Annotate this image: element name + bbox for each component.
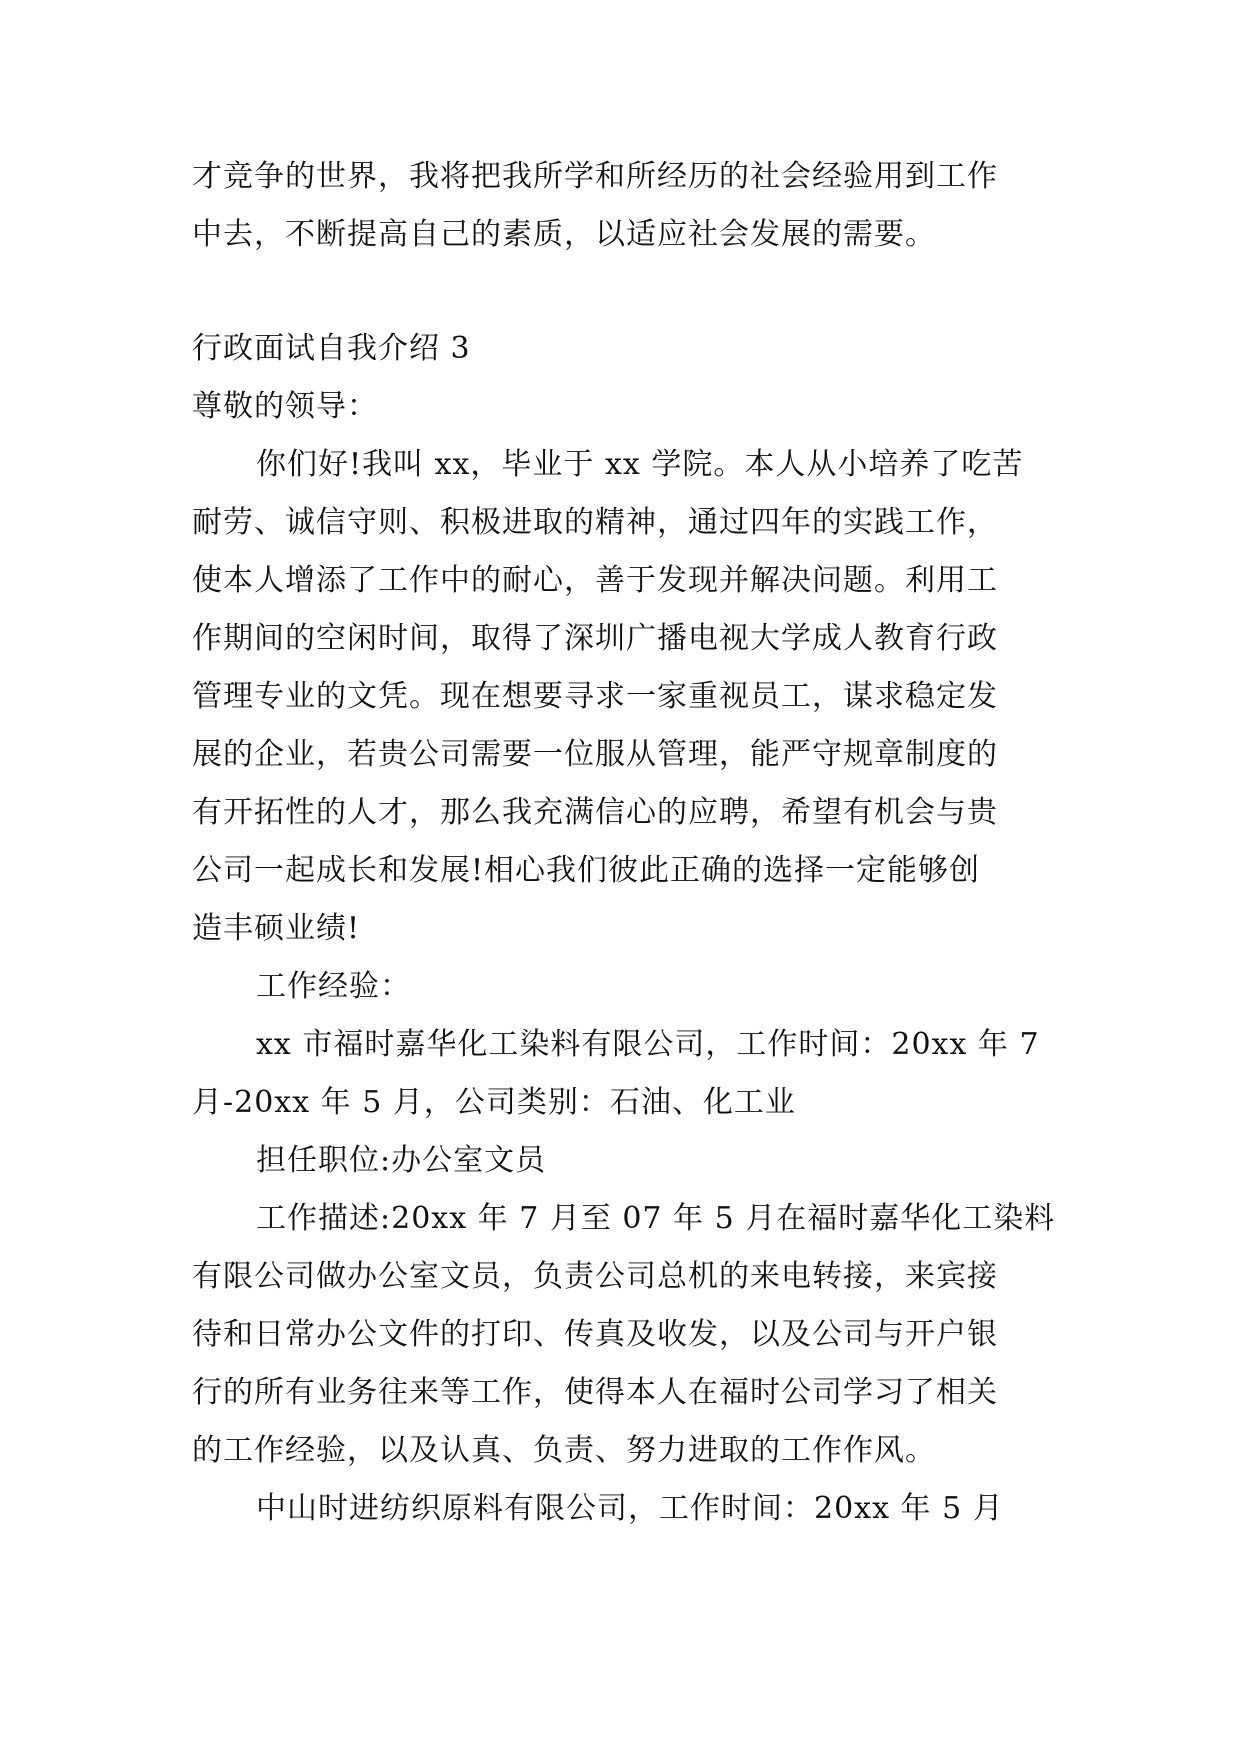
paragraph-intro <box>192 436 1052 958</box>
text-line: 你们好!我叫 xx，毕业于 xx 学院。本人从小培养了吃苦 <box>256 447 1024 482</box>
text-line: xx 市福时嘉华化工染料有限公司，工作时间：20xx 年 7 <box>256 1027 1040 1062</box>
paragraph-company-1 <box>192 1016 1052 1132</box>
salutation: 尊敬的领导： <box>192 389 378 424</box>
text-line: 公司一起成长和发展!相心我们彼此正确的选择一定能够创 <box>192 853 981 888</box>
text-line: 中去，不断提高自己的素质，以适应社会发展的需要。 <box>192 217 936 252</box>
text-line: 有开拓性的人才，那么我充满信心的应聘，希望有机会与贵 <box>192 795 998 830</box>
text-line: 待和日常办公文件的打印、传真及收发，以及公司与开户银 <box>192 1317 998 1352</box>
text-line: 作期间的空闲时间，取得了深圳广播电视大学成人教育行政 <box>192 621 998 656</box>
spacer <box>192 264 1052 320</box>
text-line: 使本人增添了工作中的耐心，善于发现并解决问题。利用工 <box>192 563 998 598</box>
text-line: 造丰硕业绩! <box>192 911 361 946</box>
paragraph-continuation <box>192 148 1052 264</box>
work-experience-label: 工作经验： <box>256 969 411 1004</box>
text-line: 有限公司做办公室文员，负责公司总机的来电转接，来宾接 <box>192 1259 998 1294</box>
section-title: 行政面试自我介绍 3 <box>192 331 471 366</box>
position-line: 担任职位:办公室文员 <box>256 1143 547 1178</box>
text-line: 的工作经验，以及认真、负责、努力进取的工作作风。 <box>192 1433 936 1468</box>
text-line: 管理专业的文凭。现在想要寻求一家重视员工，谋求稳定发 <box>192 679 998 714</box>
paragraph-company-2 <box>192 1480 1052 1538</box>
text-line: 耐劳、诚信守则、积极进取的精神，通过四年的实践工作， <box>192 505 998 540</box>
text-line: 工作描述:20xx 年 7 月至 07 年 5 月在福时嘉华化工染料 <box>256 1201 1056 1236</box>
paragraph-job-description <box>192 1190 1056 1480</box>
document-body <box>192 148 1056 1538</box>
text-line: 中山时进纺织原料有限公司，工作时间：20xx 年 5 月 <box>256 1491 1004 1526</box>
text-line: 才竞争的世界，我将把我所学和所经历的社会经验用到工作 <box>192 159 998 194</box>
text-line: 月-20xx 年 5 月，公司类别：石油、化工业 <box>192 1085 796 1120</box>
text-line: 展的企业，若贵公司需要一位服从管理，能严守规章制度的 <box>192 737 998 772</box>
text-line: 行的所有业务往来等工作，使得本人在福时公司学习了相关 <box>192 1375 998 1410</box>
